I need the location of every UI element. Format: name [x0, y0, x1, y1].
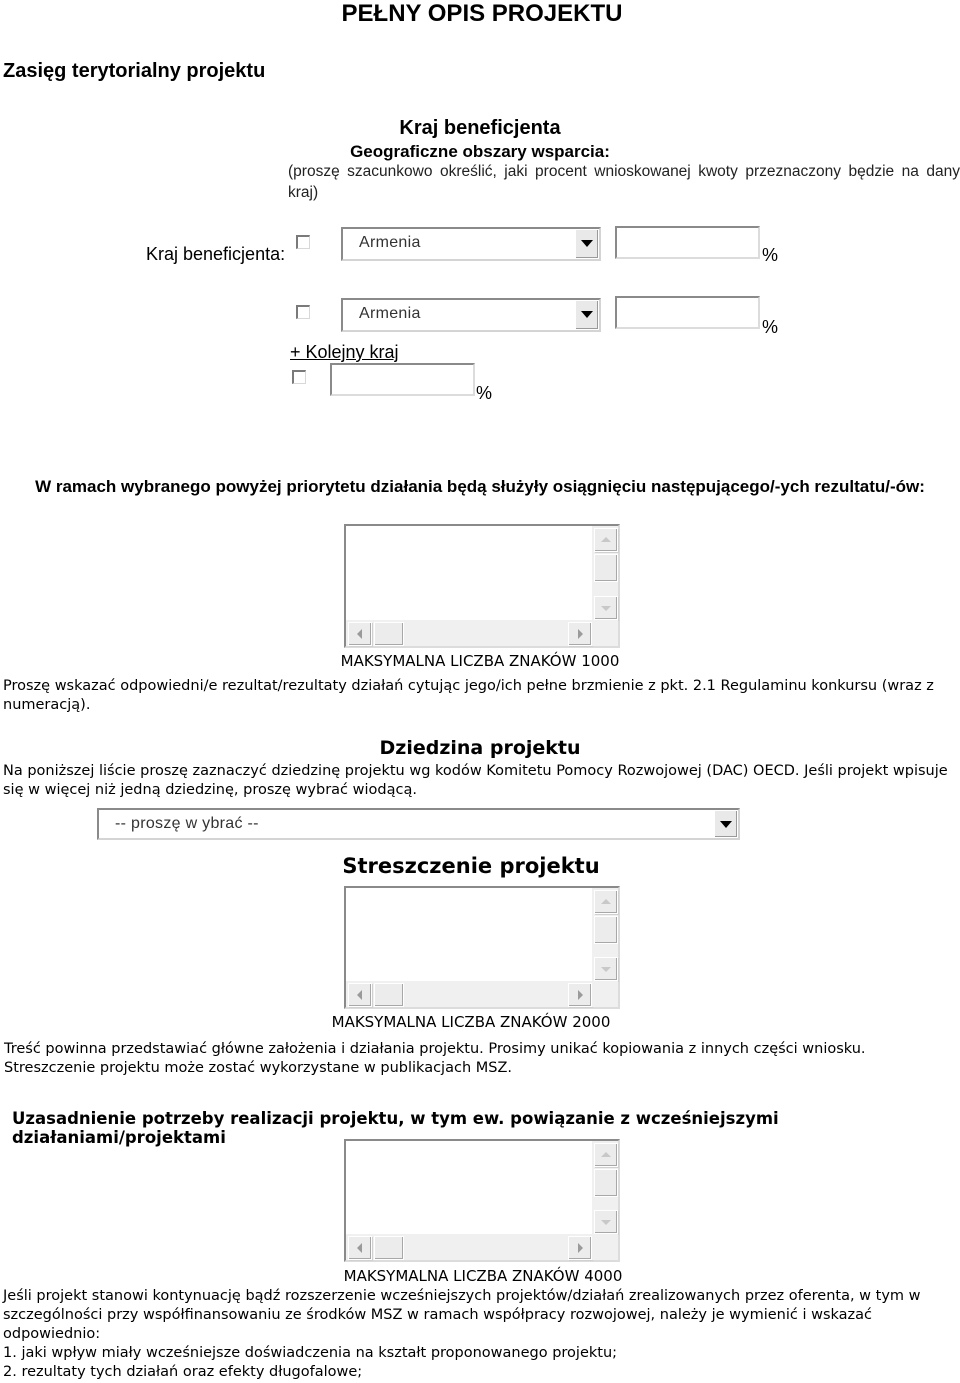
domain-select-value: -- proszę w ybrać --: [115, 815, 259, 832]
country-percent-input-1[interactable]: [615, 226, 760, 259]
country-select-value: Armenia: [359, 234, 421, 251]
list-item: 2. rezultaty tych działań oraz efekty długofalowe;: [3, 1364, 363, 1380]
scroll-down-icon[interactable]: [594, 596, 618, 620]
scroll-up-icon[interactable]: [594, 1143, 618, 1167]
country-percent-input-2[interactable]: [615, 296, 760, 329]
list-item: 1. jaki wpływ miały wcześniejsze doświadczenia na kształt proponowanego projektu;: [3, 1345, 618, 1361]
scroll-right-icon[interactable]: [568, 983, 592, 1007]
scroll-thumb[interactable]: [374, 622, 404, 646]
scroll-thumb[interactable]: [594, 916, 618, 944]
scrollbar-corner: [592, 981, 618, 1007]
domain-hint: Na poniższej liście proszę zaznaczyć dziedzinę projektu wg kodów Komitetu Pomocy Rozwojowej (DAC) OECD. Jeśli projekt wpisuje się w więcej niż jedną dziedzinę, proszę wybrać wiodącą.: [3, 763, 948, 798]
justification-hint: Jeśli projekt stanowi kontynuację bądź rozszerzenie wcześniejszych projektów/działań zrealizowanych przez oferenta, w tym w szczególności przy współfinansowaniu ze środków MSZ w ramach współpracy rozwojowej, należy je wymienić i wskazać odpowiednio:: [3, 1288, 921, 1342]
chevron-down-icon: [714, 811, 737, 837]
vertical-scrollbar[interactable]: [592, 1141, 618, 1234]
beneficiary-heading: Kraj beneficjenta: [399, 117, 561, 139]
summary-hint: Treść powinna przedstawiać główne założenia i działania projektu. Prosimy unikać kopiowania z innych części wniosku. Streszczenie projektu może zostać wykorzystane w publikacjach MSZ.: [4, 1041, 866, 1076]
results-hint: Proszę wskazać odpowiedni/e rezultat/rezultaty działań cytując jego/ich pełne brzmienie z pkt. 2.1 Regulaminu konkursu (wraz z numeracją).: [3, 678, 934, 713]
results-max-chars: MAKSYMALNA LICZBA ZNAKÓW 1000: [340, 652, 620, 670]
horizontal-scrollbar[interactable]: [346, 1234, 592, 1260]
country-row-label: Kraj beneficjenta:: [146, 244, 286, 264]
scroll-down-icon[interactable]: [594, 1210, 618, 1234]
country-select-value: Armenia: [359, 305, 421, 322]
country-select-1[interactable]: [341, 227, 601, 261]
scroll-left-icon[interactable]: [348, 983, 372, 1007]
territorial-scope-heading: Zasięg terytorialny projektu: [3, 60, 266, 82]
scroll-thumb[interactable]: [594, 554, 618, 582]
beneficiary-note: (proszę szacunkowo określić, jaki procent wnioskowanej kwoty przeznaczony będzie na dany kraj): [288, 163, 960, 201]
domain-heading: Dziedzina projektu: [379, 737, 581, 759]
country-checkbox-1[interactable]: [296, 235, 310, 249]
summary-heading: Streszczenie projektu: [342, 854, 600, 878]
summary-max-chars: MAKSYMALNA LICZBA ZNAKÓW 2000: [331, 1013, 611, 1031]
country-checkbox-3[interactable]: [292, 370, 306, 384]
scroll-thumb[interactable]: [374, 983, 404, 1007]
horizontal-scrollbar[interactable]: [346, 981, 592, 1007]
results-heading: W ramach wybranego powyżej priorytetu działania będą służyły osiągnięciu następującego/-ych rezultatu/-ów:: [35, 477, 925, 496]
scroll-left-icon[interactable]: [348, 622, 372, 646]
percent-sign: %: [762, 245, 779, 265]
percent-sign: %: [476, 383, 493, 403]
chevron-down-icon: [575, 301, 598, 329]
scroll-right-icon[interactable]: [568, 622, 592, 646]
add-country-link[interactable]: + Kolejny kraj: [290, 342, 399, 362]
scroll-right-icon[interactable]: [568, 1236, 592, 1260]
justification-textarea[interactable]: [344, 1139, 620, 1262]
scroll-thumb[interactable]: [374, 1236, 404, 1260]
summary-textarea[interactable]: [344, 886, 620, 1009]
scroll-up-icon[interactable]: [594, 528, 618, 552]
country-select-2[interactable]: [341, 298, 601, 332]
justification-max-chars: MAKSYMALNA LICZBA ZNAKÓW 4000: [343, 1267, 623, 1285]
vertical-scrollbar[interactable]: [592, 888, 618, 981]
results-textarea[interactable]: [344, 524, 620, 648]
domain-select[interactable]: [97, 808, 740, 840]
scrollbar-corner: [592, 620, 618, 646]
justification-list: [3, 1344, 938, 1382]
scroll-down-icon[interactable]: [594, 957, 618, 981]
percent-sign: %: [762, 317, 779, 337]
page-title: PEŁNY OPIS PROJEKTU: [341, 0, 623, 27]
country-percent-input-3[interactable]: [330, 363, 475, 396]
vertical-scrollbar[interactable]: [592, 526, 618, 620]
beneficiary-subheading: Geograficzne obszary wsparcia:: [350, 142, 610, 161]
scrollbar-corner: [592, 1234, 618, 1260]
chevron-down-icon: [575, 230, 598, 258]
scroll-up-icon[interactable]: [594, 890, 618, 914]
scroll-thumb[interactable]: [594, 1169, 618, 1197]
justification-heading: Uzasadnienie potrzeby realizacji projektu, w tym ew. powiązanie z wcześniejszymi działaniami/projektami: [12, 1109, 779, 1147]
scroll-left-icon[interactable]: [348, 1236, 372, 1260]
horizontal-scrollbar[interactable]: [346, 620, 592, 646]
country-checkbox-2[interactable]: [296, 305, 310, 319]
